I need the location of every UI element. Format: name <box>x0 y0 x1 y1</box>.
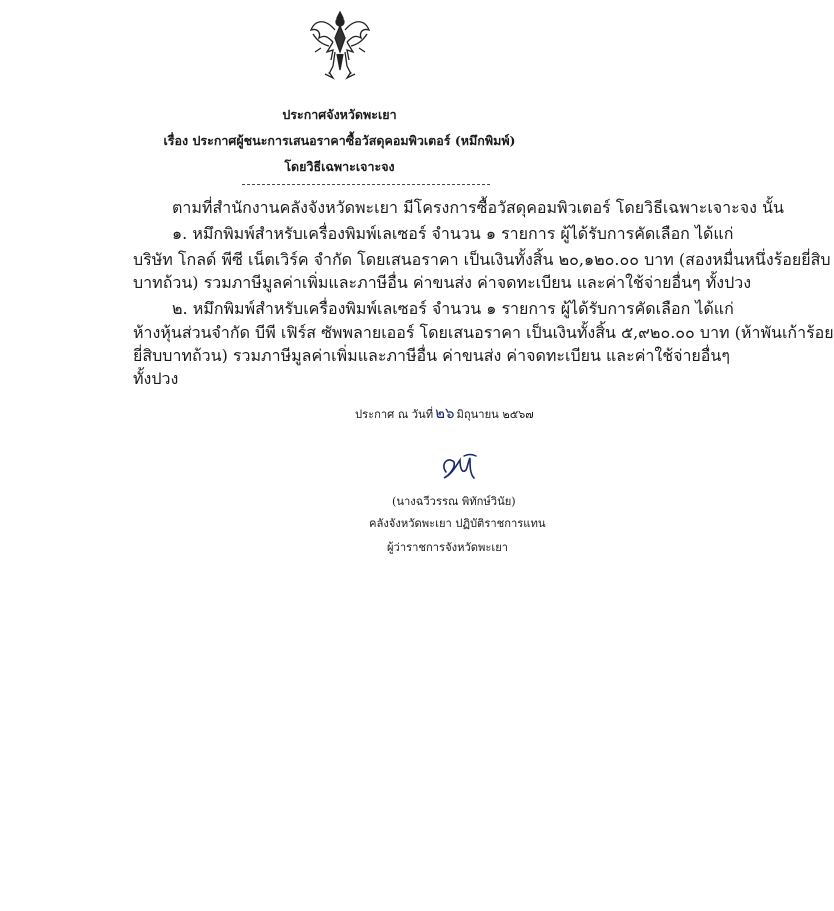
item1-line2: บริษัท โกลด์ พีซี เน็ตเวิร์ค จำกัด โดยเสนอราคา เป็นเงินทั้งสิ้น ๒๐,๑๒๐.๐๐ บาท (สองหมื่นหนึ่งร้อยยี่สิบ <box>133 250 831 269</box>
announcement-date <box>355 401 534 425</box>
body-intro: ตามที่สำนักงานคลังจังหวัดพะเยา มีโครงการซื้อวัสดุคอมพิวเตอร์ โดยวิธีเฉพาะเจาะจง นั้น <box>172 198 784 217</box>
item2-line2: ห้างหุ้นส่วนจำกัด บีพี เฟิร์ส ซัพพลายเออร์ โดยเสนอราคา เป็นเงินทั้งสิ้น ๕,๙๒๐.๐๐ บาท (ห้าพันเก้าร้อย <box>133 323 834 342</box>
doc-subject: เรื่อง ประกาศผู้ชนะการเสนอราคาซื้อวัสดุคอมพิวเตอร์ (หมึกพิมพ์) <box>163 133 516 148</box>
announcement-day: ๒๖ <box>435 404 455 422</box>
item1-line3: บาทถ้วน) รวมภาษีมูลค่าเพิ่มและภาษีอื่น ค่าขนส่ง ค่าจดทะเบียน และค่าใช้จ่ายอื่นๆ ทั้งปวง <box>133 273 752 292</box>
item1-line1: ๑. หมึกพิมพ์สำหรับเครื่องพิมพ์เลเซอร์ จำนวน ๑ รายการ ผู้ได้รับการคัดเลือก ได้แก่ <box>172 224 734 243</box>
item2-line3: ยี่สิบบาทถ้วน) รวมภาษีมูลค่าเพิ่มและภาษีอื่น ค่าขนส่ง ค่าจดทะเบียน และค่าใช้จ่ายอื่นๆ <box>133 346 730 365</box>
garuda-emblem-icon <box>307 8 373 82</box>
signature-icon <box>438 450 482 486</box>
signatory-position-2: ผู้ว่าราชการจังหวัดพะเยา <box>387 541 509 554</box>
divider <box>242 184 490 185</box>
signatory-name: (นางฉวีวรรณ พิทักษ์วินัย) <box>392 495 516 508</box>
announcement-month-year: มิถุนายน ๒๕๖๗ <box>456 408 534 421</box>
item2-line4: ทั้งปวง <box>133 369 179 388</box>
item2-line1: ๒. หมึกพิมพ์สำหรับเครื่องพิมพ์เลเซอร์ จำนวน ๑ รายการ ผู้ได้รับการคัดเลือก ได้แก่ <box>172 299 734 318</box>
doc-method: โดยวิธีเฉพาะเจาะจง <box>284 159 395 174</box>
signatory-position: คลังจังหวัดพะเยา ปฏิบัติราชการแทน <box>369 517 546 530</box>
doc-title: ประกาศจังหวัดพะเยา <box>282 107 397 122</box>
announcement-prefix: ประกาศ ณ วันที่ <box>355 408 434 421</box>
